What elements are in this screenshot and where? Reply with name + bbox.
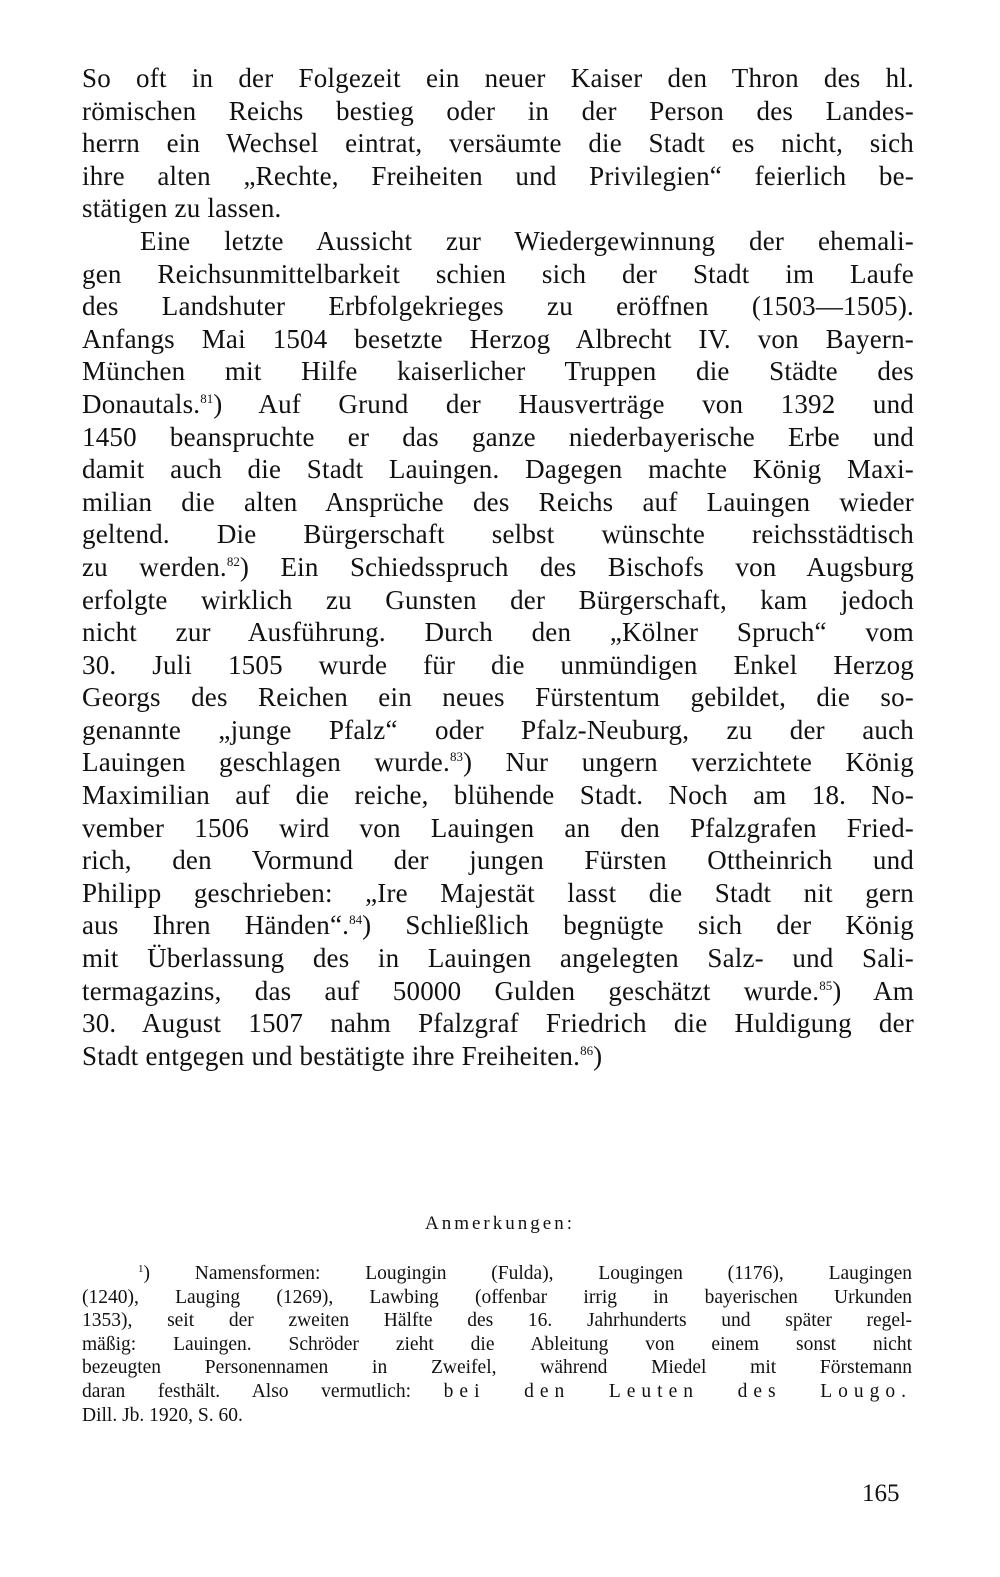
text-line: Georgs des Reichen ein neues Fürstentum gebildet, die so-	[82, 682, 914, 713]
notes-section	[82, 1262, 912, 1427]
text-line: Eine letzte Aussicht zur Wiedergewinnung der ehemali-	[140, 225, 914, 256]
text-line: 30. August 1507 nahm Pfalzgraf Friedrich die Huldigung der	[82, 1008, 914, 1039]
text-line: römischen Reichs bestieg oder in der Person des Landes-	[82, 95, 914, 126]
note-line	[82, 1262, 912, 1286]
text-line: erfolgte wirklich zu Gunsten der Bürgerschaft, kam jedoch	[82, 584, 914, 615]
main-text	[82, 62, 914, 1072]
notes-heading: Anmerkungen:	[425, 1213, 575, 1234]
paragraph-2	[82, 225, 914, 1072]
footnote-ref-85[interactable]: 85	[819, 977, 833, 993]
text-line: gen Reichsunmittelbarkeit schien sich der Stadt im Laufe	[82, 258, 914, 289]
text-line	[82, 909, 914, 942]
text-segment: ) Am	[832, 975, 914, 1006]
text-line: ihre alten „Rechte, Freiheiten und Privilegien“ feierlich be-	[82, 160, 914, 191]
spaced-emphasis: bei den Leuten des Lougo.	[443, 1380, 912, 1402]
text-line: 1450 beanspruchte er das ganze niederbayerische Erbe und	[82, 421, 914, 452]
footnote-ref-86[interactable]: 86	[580, 1042, 594, 1058]
text-segment: Donautals.	[82, 388, 201, 419]
footnote-ref-84[interactable]: 84	[349, 912, 363, 928]
note-line	[82, 1380, 912, 1404]
text-line: vember 1506 wird von Lauingen an den Pfalzgrafen Fried-	[82, 812, 914, 843]
note-line: mäßig: Lauingen. Schröder zieht die Ableitung von einem sonst nicht	[82, 1333, 912, 1355]
paragraph-1	[82, 62, 914, 225]
text-line: herrn ein Wechsel eintrat, versäumte die Stadt es nicht, sich	[82, 128, 914, 159]
text-line: Philipp geschrieben: „Ire Majestät lasst die Stadt nit gern	[82, 877, 914, 908]
text-segment: ) Auf Grund der Hausverträge von 1392 und	[213, 388, 914, 419]
text-line: Maximilian auf die reiche, blühende Stadt. Noch am 18. No-	[82, 780, 914, 811]
text-line: des Landshuter Erbfolgekrieges zu eröffnen (1503—1505).	[82, 291, 914, 322]
text-segment: ) Ein Schiedsspruch des Bischofs von Augsburg	[239, 551, 914, 582]
text-line: rich, den Vormund der jungen Fürsten Ottheinrich und	[82, 845, 914, 876]
footnote-ref-81[interactable]: 81	[200, 390, 214, 406]
note-line: Dill. Jb. 1920, S. 60.	[82, 1404, 243, 1426]
text-segment: daran festhält. Also vermutlich:	[82, 1380, 444, 1402]
footnote-ref-83[interactable]: 83	[449, 749, 463, 765]
text-segment: termagazins, das auf 50000 Gulden geschätzt wurde.	[82, 975, 820, 1006]
text-segment: Stadt entgegen und bestätigte ihre Freiheiten.	[82, 1040, 581, 1071]
text-line	[82, 746, 914, 779]
note-line: bezeugten Personennamen in Zweifel, während Miedel mit Förstemann	[82, 1357, 912, 1379]
text-line: München mit Hilfe kaiserlicher Truppen die Städte des	[82, 356, 914, 387]
text-line: stätigen zu lassen.	[82, 193, 282, 224]
text-line	[82, 1040, 914, 1073]
text-line: Anfangs Mai 1504 besetzte Herzog Albrecht IV. von Bayern-	[82, 323, 914, 354]
note-line: (1240), Lauging (1269), Lawbing (offenbar irrig in bayerischen Urkunden	[82, 1286, 912, 1308]
text-line: So oft in der Folgezeit ein neuer Kaiser den Thron des hl.	[82, 63, 914, 93]
text-line	[82, 975, 914, 1008]
text-line: genannte „junge Pfalz“ oder Pfalz-Neuburg, zu der auch	[82, 714, 914, 745]
text-segment: ) Namensformen: Lougingin (Fulda), Lougingen (1176), Laugingen	[143, 1263, 912, 1284]
note-marker: 1	[138, 1263, 144, 1275]
text-line: mit Überlassung des in Lauingen angelegten Salz- und Sali-	[82, 943, 914, 974]
page-number: 165	[862, 1480, 900, 1507]
text-segment: aus Ihren Händen“.	[82, 910, 350, 941]
text-segment: zu werden.	[82, 551, 227, 582]
text-line: 30. Juli 1505 wurde für die unmündigen Enkel Herzog	[82, 649, 914, 680]
text-line	[82, 388, 914, 421]
footnote-ref-82[interactable]: 82	[226, 553, 240, 569]
text-segment: )	[593, 1040, 603, 1071]
text-line: milian die alten Ansprüche des Reichs auf Lauingen wieder	[82, 486, 914, 517]
note-line: 1353), seit der zweiten Hälfte des 16. Jahrhunderts und später regel-	[82, 1310, 912, 1332]
text-segment: ) Schließlich begnügte sich der König	[362, 910, 914, 941]
text-segment: Lauingen geschlagen wurde.	[82, 747, 450, 778]
text-line: damit auch die Stadt Lauingen. Dagegen machte König Maxi-	[82, 454, 914, 485]
text-line: geltend. Die Bürgerschaft selbst wünschte reichsstädtisch	[82, 519, 914, 550]
text-line: nicht zur Ausführung. Durch den „Kölner Spruch“ vom	[82, 617, 914, 648]
text-line	[82, 551, 914, 584]
text-segment: ) Nur ungern verzichtete König	[462, 747, 914, 778]
note-1	[82, 1262, 912, 1427]
